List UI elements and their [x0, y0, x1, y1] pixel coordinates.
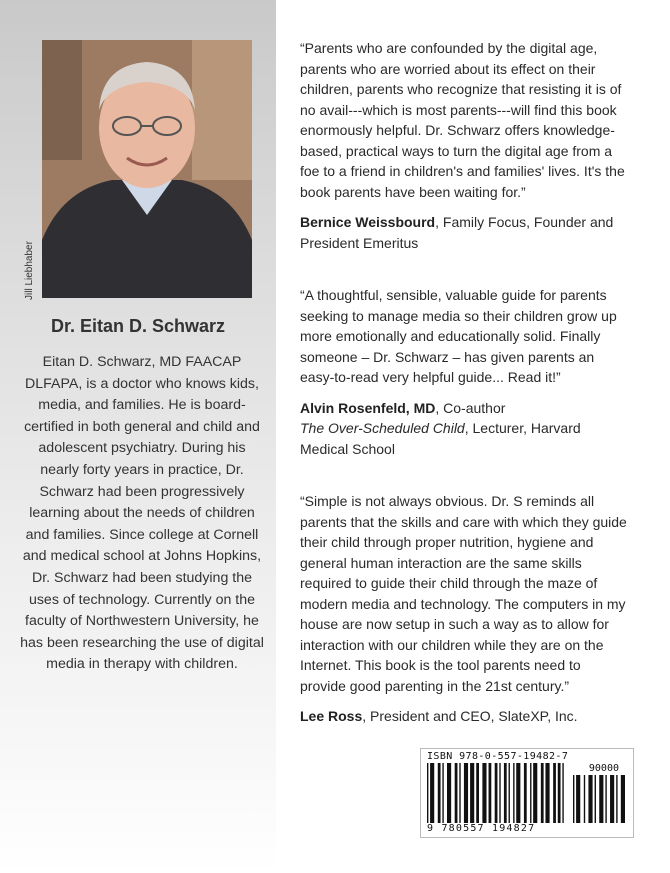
ean-digits: 9 780557 194827 — [427, 823, 536, 834]
barcode-bar — [558, 763, 561, 823]
isbn-barcode — [420, 748, 634, 838]
barcode-bar — [545, 763, 549, 823]
barcode-bar — [447, 763, 451, 823]
barcode-bar — [584, 775, 585, 823]
endorsement-attribution — [300, 706, 630, 727]
barcode-bar — [509, 763, 510, 823]
barcode-bar — [621, 775, 625, 823]
endorser-affiliation: , Co-author — [435, 399, 506, 416]
endorsement-quote: “A thoughtful, sensible, valuable guide for parents seeking to manage media so their children grow up more emotionally and educationally solid. Finally someone – Dr. Schwarz – has given parents an easy-to-read very helpful guide... Read it!” — [300, 287, 617, 385]
barcode-bar — [430, 763, 434, 823]
barcode-bar — [427, 763, 428, 823]
author-photo — [42, 40, 252, 298]
barcode-bar — [524, 763, 527, 823]
endorser-book-title: The Over-Scheduled Child — [300, 420, 465, 436]
author-panel — [0, 0, 276, 873]
barcode-bar — [504, 763, 507, 823]
barcode-bar — [442, 763, 443, 823]
barcode-bar — [489, 763, 492, 823]
barcode-bar — [499, 763, 500, 823]
barcode-bar — [605, 775, 606, 823]
endorsement-quote: “Simple is not always obvious. Dr. S reminds all parents that the skills and care with which they guide their child through proper nutrition, hygiene and general human interaction are the same skills required to guide their child through the maze of modern media and technology. The computers in my house are now setup in such a way as to allow for interaction with our children while they are on the Internet. This book is the tool parents need to provide good parenting in the 21st century.” — [300, 493, 627, 694]
barcode-bar — [616, 775, 617, 823]
endorsement-attribution — [300, 212, 630, 253]
barcode-bar — [495, 763, 498, 823]
barcode-bar — [464, 763, 468, 823]
endorsement-attribution — [300, 398, 630, 460]
barcode-bar — [553, 763, 556, 823]
barcode-bar — [541, 763, 544, 823]
author-bio: Eitan D. Schwarz, MD FAACAP DLFAPA, is a doctor who knows kids, media, and families. He is board- certified in both general and child and adolescent psychiatry. During his nearly forty years in practice, Dr. Schwarz had been progressively learning about the needs of children and families. Since college at Cornell and medical school at Johns Hopkins, Dr. Schwarz had been studying the uses of technology. Currently on the faculty of Northwestern University, he has been researching the use of digital media in therapy with children. — [20, 354, 264, 673]
barcode-bar — [530, 763, 531, 823]
photo-credit: Jill Liebhaber — [24, 241, 35, 300]
endorsements — [300, 38, 630, 727]
isbn-number: ISBN 978-0-557-19482-7 — [427, 751, 569, 762]
barcode-bar — [513, 763, 514, 823]
endorsement-quote: “Parents who are confounded by the digital age, parents who are worried about its effect on their children, parents who recognize that resisting it is of no avail---which is most parents---will find this book enormously helpful. Dr. Schwarz offers knowledge-based, practical ways to turn the digital age from a foe to a friend in children's and families' lives. It's the book parents have been waiting for.” — [300, 40, 625, 200]
endorser-name: Bernice Weissbourd — [300, 214, 436, 230]
barcode-bar — [595, 775, 596, 823]
barcode-bar — [610, 775, 614, 823]
barcode-bar — [576, 775, 580, 823]
barcode-bar — [470, 763, 474, 823]
barcode-bar — [573, 775, 574, 823]
author-name: Dr. Eitan D. Schwarz — [50, 316, 226, 336]
endorser-affiliation-2: , Lecturer, Harvard Medical School — [300, 420, 581, 457]
barcode-bar — [459, 763, 460, 823]
addon-barcode-bars — [573, 775, 627, 823]
endorser-name: Alvin Rosenfeld, MD — [300, 399, 436, 416]
barcode-bar — [476, 763, 479, 823]
barcode-bar — [438, 763, 441, 823]
barcode-bar — [516, 763, 520, 823]
ean-barcode-bars — [427, 763, 567, 823]
barcode-bar — [588, 775, 592, 823]
barcode-bar — [599, 775, 603, 823]
endorser-name: Lee Ross — [300, 708, 363, 724]
endorser-affiliation: , Family Focus, Founder and President Emeritus — [300, 214, 614, 251]
barcode-bar — [455, 763, 458, 823]
barcode-bar — [482, 763, 486, 823]
price-code: 90000 — [588, 763, 619, 774]
author-portrait-illustration — [42, 40, 252, 298]
endorser-affiliation: , President and CEO, SlateXP, Inc. — [362, 708, 578, 724]
barcode-bar — [533, 763, 537, 823]
barcode-bar — [562, 763, 563, 823]
